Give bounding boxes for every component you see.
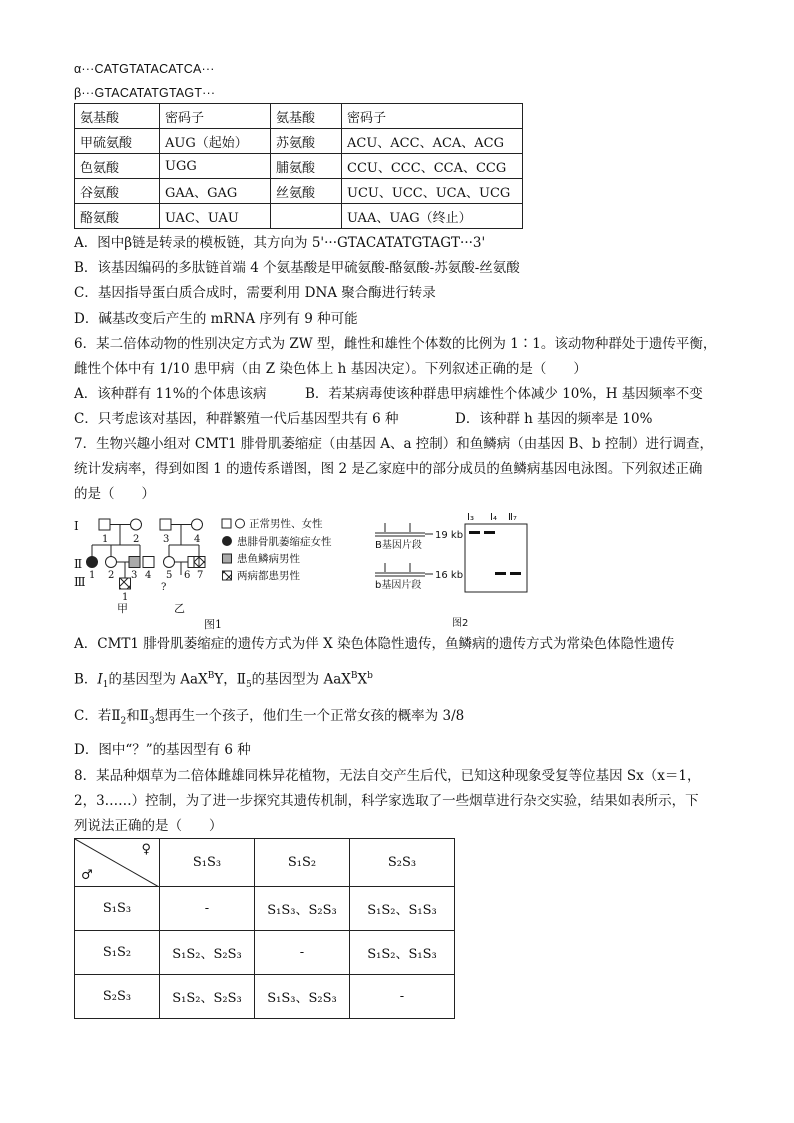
generation-symbol: I xyxy=(97,671,103,688)
subscript: 5 xyxy=(245,680,252,691)
individual-number: 1 xyxy=(102,534,109,545)
generation-label-i: Ⅰ xyxy=(74,519,79,533)
table-row xyxy=(75,975,455,1019)
band-size-16kb: 16 kb xyxy=(435,570,464,581)
q6-option-d: D．该种群 h 基因的频率是 10% xyxy=(455,411,653,427)
q8-stem-line2: 2，3……）控制，为了进一步探究其遗传机制，科学家选取了一些烟草进行杂交实验，结果如表所示，下 xyxy=(74,793,699,809)
cross-result-table xyxy=(74,838,455,1019)
legend-text: 患腓骨肌萎缩症女性 xyxy=(237,536,332,548)
table-header: 密码子 xyxy=(160,104,271,129)
q7-stem-line1: 7．生物兴趣小组对 CMT1 腓骨肌萎缩症（由基因 A、a 控制）和鱼鳞病（由基因 B、b 控制）进行调查， xyxy=(74,436,713,452)
subscript: 2 xyxy=(120,716,127,727)
q6-stem-line2: 雌性个体中有 1/10 患甲病（由 Z 染色体上 h 基因决定）。下列叙述正确的是（ ） xyxy=(74,361,587,377)
table-cell: CCU、CCC、CCA、CCG xyxy=(342,154,523,179)
lower-fragment-label: b基因片段 xyxy=(375,580,422,591)
individual-number: 7 xyxy=(197,570,204,581)
pedigree-male-normal xyxy=(143,557,154,568)
individual-number: 3 xyxy=(163,534,170,545)
table-header: S₁S₃ xyxy=(160,839,255,887)
legend-normal-female-icon xyxy=(236,519,245,528)
option-text: 和 xyxy=(126,708,140,724)
option-text: 的基因型为 AaX xyxy=(108,671,208,688)
table-cell: 谷氨酸 xyxy=(75,179,160,204)
figure-caption: 图1 xyxy=(204,618,222,630)
table-row xyxy=(75,887,455,931)
generation-label-iii: Ⅲ xyxy=(74,575,86,589)
table-cell: S₁S₃、S₂S₃ xyxy=(255,887,350,931)
table-cell: S₁S₂、S₂S₃ xyxy=(160,975,255,1019)
q7-option-d: D．图中“？”的基因型有 6 种 xyxy=(74,742,251,758)
q5-option-b: B．该基因编码的多肽链首端 4 个氨基酸是甲硫氨酸-酪氨酸-苏氨酸-丝氨酸 xyxy=(74,260,520,276)
generation-symbol: Ⅱ xyxy=(236,671,246,688)
table-cell: 色氨酸 xyxy=(75,154,160,179)
table-header: S₁S₂ xyxy=(255,839,350,887)
table-row xyxy=(75,154,523,179)
table-header: 密码子 xyxy=(342,104,523,129)
q6-option-a: A．该种群有 11%的个体患该病 xyxy=(74,386,267,402)
table-cell: ACU、ACC、ACA、ACG xyxy=(342,129,523,154)
table-cell: S₁S₂、S₂S₃ xyxy=(160,931,255,975)
band-size-19kb: 19 kb xyxy=(435,530,464,541)
table-cell: GAA、GAG xyxy=(160,179,271,204)
table-cell: 甲硫氨酸 xyxy=(75,129,160,154)
individual-number: 1 xyxy=(89,570,96,581)
pedigree-female-normal xyxy=(131,519,142,530)
table-row xyxy=(75,129,523,154)
pedigree-male-normal xyxy=(99,519,110,530)
lane-label-ii7: Ⅱ₇ xyxy=(508,512,517,523)
pedigree-figure xyxy=(74,512,354,630)
upper-fragment-label: B基因片段 xyxy=(375,540,422,551)
gel-band xyxy=(469,531,480,534)
table-cell: S₁S₂、S₁S₃ xyxy=(350,931,455,975)
q7-stem-line3: 的是（ ） xyxy=(74,486,155,502)
legend-text: 患鱼鳞病男性 xyxy=(237,553,300,565)
table-row xyxy=(75,204,523,229)
option-text: X xyxy=(357,671,368,688)
legend-text: 两病都患男性 xyxy=(237,570,300,582)
row-header: S₁S₃ xyxy=(75,887,160,931)
individual-number: 2 xyxy=(133,534,140,545)
individual-number: 6 xyxy=(184,570,191,581)
generation-label-ii: Ⅱ xyxy=(74,557,83,571)
individual-number: 1 xyxy=(122,592,129,603)
pedigree-male-ichthyosis xyxy=(129,557,140,568)
table-cell: AUG（起始） xyxy=(160,129,271,154)
pedigree-female-normal xyxy=(164,557,175,568)
gel-frame xyxy=(465,524,527,592)
table-cell: - xyxy=(160,887,255,931)
table-header: 氨基酸 xyxy=(75,104,160,129)
q8-stem-line3: 列说法正确的是（ ） xyxy=(74,818,223,834)
beta-sequence: β···GTACATATGTAGT··· xyxy=(74,86,216,100)
family-label-jia: 甲 xyxy=(117,602,128,615)
table-cell: S₁S₃、S₂S₃ xyxy=(255,975,350,1019)
table-cell: - xyxy=(350,975,455,1019)
table-cell: S₁S₂、S₁S₃ xyxy=(350,887,455,931)
table-cell: 苏氨酸 xyxy=(271,129,342,154)
individual-number: 4 xyxy=(145,570,152,581)
generation-symbol: Ⅱ xyxy=(139,708,149,724)
table-header: S₂S₃ xyxy=(350,839,455,887)
q7-option-b xyxy=(74,666,373,695)
superscript: b xyxy=(367,671,373,681)
subscript: 3 xyxy=(148,716,155,727)
electrophoresis-figure xyxy=(370,508,540,630)
q6-stem-line1: 6．某二倍体动物的性别决定方式为 ZW 型，雌性和雄性个体数的比例为 1∶1。该动物种群处于遗传平衡， xyxy=(74,336,717,352)
option-text: C．若 xyxy=(74,708,112,724)
individual-number: 2 xyxy=(108,570,115,581)
gel-band xyxy=(510,572,521,575)
row-header: S₁S₂ xyxy=(75,931,160,975)
alpha-sequence: α···CATGTATACATCA··· xyxy=(74,62,215,76)
unknown-individual: ? xyxy=(161,582,167,593)
superscript: B xyxy=(207,671,215,681)
family-label-yi: 乙 xyxy=(174,602,185,615)
q7-option-c xyxy=(74,706,464,732)
table-cell: 丝氨酸 xyxy=(271,179,342,204)
subscript: 1 xyxy=(102,680,109,691)
table-cell: 脯氨酸 xyxy=(271,154,342,179)
legend-normal-male-icon xyxy=(222,519,231,528)
gel-band xyxy=(484,531,495,534)
table-cell: 酪氨酸 xyxy=(75,204,160,229)
gel-band xyxy=(495,572,506,575)
legend-affected-female-icon xyxy=(223,537,232,546)
figure-caption: 图2 xyxy=(452,618,469,629)
option-text: 的基因型为 AaX xyxy=(251,671,351,688)
legend-text: 正常男性、女性 xyxy=(249,518,323,530)
superscript: B xyxy=(350,671,358,681)
pedigree-male-both-affected xyxy=(120,578,131,589)
q5-option-d: D．碱基改变后产生的 mRNA 序列有 9 种可能 xyxy=(74,311,358,327)
table-cell xyxy=(271,204,342,229)
individual-number: 4 xyxy=(194,534,201,545)
generation-symbol: Ⅱ xyxy=(111,708,121,724)
individual-number: 3 xyxy=(131,570,138,581)
option-prefix: B． xyxy=(74,671,98,688)
pedigree-female-affected xyxy=(87,557,98,568)
table-cell: UAA、UAG（终止） xyxy=(342,204,523,229)
lane-label-i4: I₄ xyxy=(490,512,497,523)
pedigree-male-both-affected xyxy=(194,557,205,568)
codon-table xyxy=(74,103,523,229)
table-header: 氨基酸 xyxy=(271,104,342,129)
q5-option-c: C．基因指导蛋白质合成时，需要利用 DNA 聚合酶进行转录 xyxy=(74,285,436,301)
legend-both-male-icon xyxy=(223,571,232,580)
q5-option-a: A．图中β链是转录的模板链，其方向为 5'···GTACATATGTAGT···3' xyxy=(74,235,486,251)
table-cell: - xyxy=(255,931,350,975)
diagonal-header-cell xyxy=(75,839,160,887)
option-text: Y， xyxy=(214,671,237,688)
table-row xyxy=(75,179,523,204)
pedigree-female-normal xyxy=(106,557,117,568)
pedigree-female-normal xyxy=(192,519,203,530)
table-row xyxy=(75,931,455,975)
q7-option-a: A．CMT1 腓骨肌萎缩症的遗传方式为伴 X 染色体隐性遗传，鱼鳞病的遗传方式为常染色体隐性遗传 xyxy=(74,636,675,652)
q6-option-c: C．只考虑该对基因，种群繁殖一代后基因型共有 6 种 xyxy=(74,411,399,427)
table-cell: UAC、UAU xyxy=(160,204,271,229)
row-header: S₂S₃ xyxy=(75,975,160,1019)
table-row xyxy=(75,839,455,887)
table-row xyxy=(75,104,523,129)
option-text: 想再生一个孩子，他们生一个正常女孩的概率为 3/8 xyxy=(154,708,465,724)
legend-ichthyosis-male-icon xyxy=(223,554,232,563)
q6-option-b: B．若某病毒使该种群患甲病雄性个体减少 10%，H 基因频率不变 xyxy=(305,386,703,402)
female-symbol: ♀ xyxy=(141,842,151,857)
lane-label-i3: I₃ xyxy=(467,512,474,523)
individual-number: 5 xyxy=(166,570,173,581)
table-cell: UGG xyxy=(160,154,271,179)
table-cell: UCU、UCC、UCA、UCG xyxy=(342,179,523,204)
pedigree-male-normal xyxy=(160,519,171,530)
q8-stem-line1: 8．某品种烟草为二倍体雌雄同株异花植物，无法自交产生后代，已知这种现象受复等位基因 Sx（x＝1， xyxy=(74,768,701,784)
q7-stem-line2: 统计发病率，得到如图 1 的遗传系谱图，图 2 是乙家庭中的部分成员的鱼鳞病基因电泳图。下列叙述正确 xyxy=(74,461,703,477)
male-symbol: ♂ xyxy=(81,868,93,883)
